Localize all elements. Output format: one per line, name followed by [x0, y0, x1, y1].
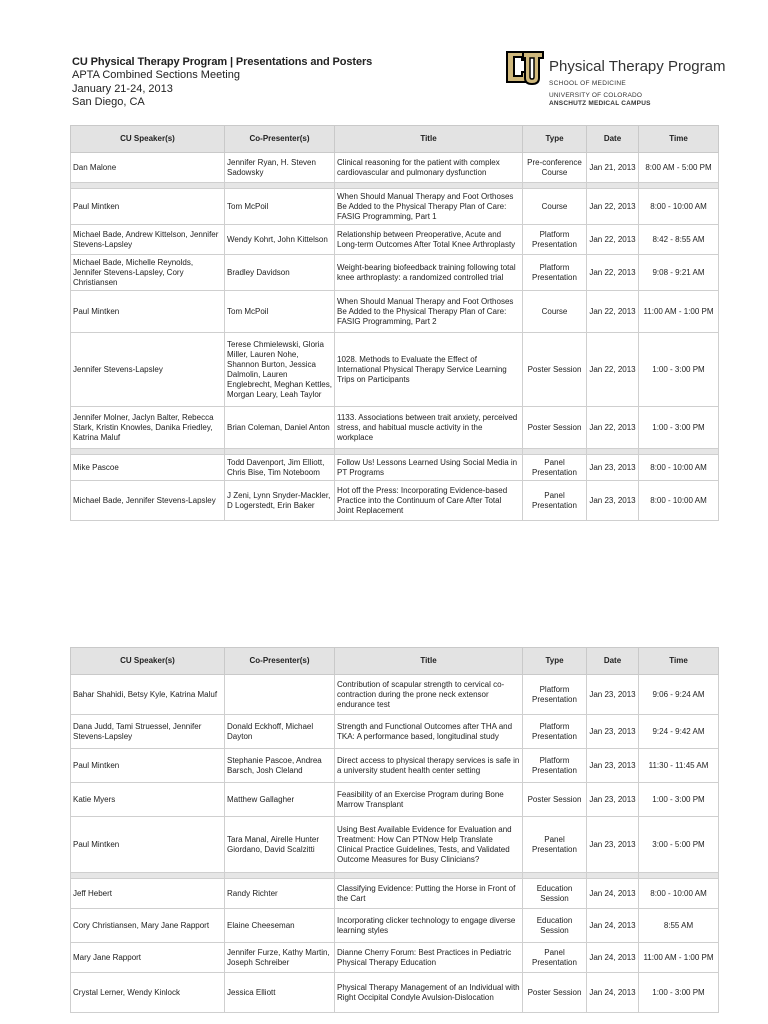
date-cell: Jan 23, 2013 [587, 749, 639, 783]
title-cell: 1028. Methods to Evaluate the Effect of International Physical Therapy Service Learning Trips on Participants [335, 333, 523, 407]
table-row [71, 715, 719, 749]
copresenter-cell: Tara Manal, Airelle Hunter Giordano, David Scalzitti [225, 817, 335, 873]
title-cell: Relationship between Preoperative, Acute and Long-term Outcomes After Total Knee Arthroplasty [335, 225, 523, 255]
table-row [71, 817, 719, 873]
table-row [71, 879, 719, 909]
title-cell: Physical Therapy Management of an Individual with Right Occipital Condyle Avulsion-Dislocation [335, 973, 523, 1013]
title-cell: Direct access to physical therapy services is safe in a university student health center setting [335, 749, 523, 783]
title-cell: Contribution of scapular strength to cervical co-contraction during the prone neck extensor endurance test [335, 675, 523, 715]
type-cell: Platform Presentation [523, 715, 587, 749]
date-cell: Jan 24, 2013 [587, 879, 639, 909]
copresenter-cell: Donald Eckhoff, Michael Dayton [225, 715, 335, 749]
date-cell: Jan 21, 2013 [587, 153, 639, 183]
table-row [71, 333, 719, 407]
title-cell: 1133. Associations between trait anxiety, perceived stress, and habitual muscle activity in the workplace [335, 407, 523, 449]
logo-campus: ANSCHUTZ MEDICAL CAMPUS [549, 100, 651, 107]
type-cell: Platform Presentation [523, 749, 587, 783]
table-row [71, 255, 719, 291]
speaker-cell: Paul Mintken [71, 817, 225, 873]
copresenter-cell: Tom McPoil [225, 291, 335, 333]
type-cell: Platform Presentation [523, 225, 587, 255]
col-header-title: Title [335, 648, 523, 675]
meeting-location: San Diego, CA [72, 96, 145, 108]
col-header-type: Type [523, 648, 587, 675]
time-cell: 9:06 - 9:24 AM [639, 675, 719, 715]
type-cell: Panel Presentation [523, 817, 587, 873]
copresenter-cell: Jennifer Furze, Kathy Martin, Joseph Schreiber [225, 943, 335, 973]
meeting-dates: January 21-24, 2013 [72, 82, 173, 95]
type-cell: Poster Session [523, 783, 587, 817]
schedule-body-1 [71, 153, 719, 521]
schedule-table-2 [70, 647, 719, 1013]
date-cell: Jan 23, 2013 [587, 817, 639, 873]
type-cell: Course [523, 291, 587, 333]
type-cell: Poster Session [523, 973, 587, 1013]
date-cell: Jan 23, 2013 [587, 481, 639, 521]
table-header-row [71, 648, 719, 675]
title-cell: Feasibility of an Exercise Program during Bone Marrow Transplant [335, 783, 523, 817]
speaker-cell: Jennifer Stevens-Lapsley [71, 333, 225, 407]
type-cell: Panel Presentation [523, 455, 587, 481]
copresenter-cell: Jessica Elliott [225, 973, 335, 1013]
time-cell: 11:00 AM - 1:00 PM [639, 943, 719, 973]
document-header [72, 55, 372, 110]
type-cell: Education Session [523, 909, 587, 943]
table-row [71, 455, 719, 481]
speaker-cell: Mike Pascoe [71, 455, 225, 481]
date-cell: Jan 22, 2013 [587, 333, 639, 407]
type-cell: Education Session [523, 879, 587, 909]
type-cell: Platform Presentation [523, 255, 587, 291]
speaker-cell: Paul Mintken [71, 291, 225, 333]
table-row [71, 909, 719, 943]
speaker-cell: Michael Bade, Andrew Kittelson, Jennifer Stevens-Lapsley [71, 225, 225, 255]
time-cell: 11:00 AM - 1:00 PM [639, 291, 719, 333]
page-cutoff [0, 1017, 768, 1024]
copresenter-cell: Tom McPoil [225, 189, 335, 225]
time-cell: 1:00 - 3:00 PM [639, 333, 719, 407]
date-cell: Jan 23, 2013 [587, 715, 639, 749]
col-header-time: Time [639, 126, 719, 153]
copresenter-cell: Brian Coleman, Daniel Anton [225, 407, 335, 449]
time-cell: 3:00 - 5:00 PM [639, 817, 719, 873]
speaker-cell: Cory Christiansen, Mary Jane Rapport [71, 909, 225, 943]
date-cell: Jan 24, 2013 [587, 909, 639, 943]
type-cell: Poster Session [523, 333, 587, 407]
time-cell: 8:00 AM - 5:00 PM [639, 153, 719, 183]
copresenter-cell: Stephanie Pascoe, Andrea Barsch, Josh Cleland [225, 749, 335, 783]
date-cell: Jan 23, 2013 [587, 675, 639, 715]
copresenter-cell: Wendy Kohrt, John Kittelson [225, 225, 335, 255]
date-cell: Jan 24, 2013 [587, 943, 639, 973]
table-row [71, 481, 719, 521]
speaker-cell: Crystal Lerner, Wendy Kinlock [71, 973, 225, 1013]
type-cell: Poster Session [523, 407, 587, 449]
time-cell: 1:00 - 3:00 PM [639, 407, 719, 449]
table-row [71, 749, 719, 783]
logo-program: Physical Therapy Program [549, 58, 726, 75]
time-cell: 8:00 - 10:00 AM [639, 455, 719, 481]
time-cell: 8:42 - 8:55 AM [639, 225, 719, 255]
table-row [71, 943, 719, 973]
col-header-date: Date [587, 126, 639, 153]
type-cell: Panel Presentation [523, 481, 587, 521]
schedule-body-2 [71, 675, 719, 1013]
cu-mark-icon [505, 50, 545, 86]
date-cell: Jan 22, 2013 [587, 189, 639, 225]
table-row [71, 291, 719, 333]
time-cell: 8:00 - 10:00 AM [639, 189, 719, 225]
table-row [71, 225, 719, 255]
date-cell: Jan 23, 2013 [587, 455, 639, 481]
title-cell: When Should Manual Therapy and Foot Orthoses Be Added to the Physical Therapy Plan of Care: FASIG Programming, Part 2 [335, 291, 523, 333]
col-header-type: Type [523, 126, 587, 153]
speaker-cell: Bahar Shahidi, Betsy Kyle, Katrina Maluf [71, 675, 225, 715]
table-row [71, 973, 719, 1013]
title-cell: Weight-bearing biofeedback training following total knee arthroplasty: a randomized controlled trial [335, 255, 523, 291]
document-title: CU Physical Therapy Program | Presentations and Posters [72, 56, 373, 68]
title-cell: When Should Manual Therapy and Foot Orthoses Be Added to the Physical Therapy Plan of Care: FASIG Programming, Part 1 [335, 189, 523, 225]
table-header-row [71, 126, 719, 153]
speaker-cell: Dana Judd, Tami Struessel, Jennifer Stevens-Lapsley [71, 715, 225, 749]
logo-school: SCHOOL OF MEDICINE [549, 80, 627, 87]
col-header-copresenter: Co-Presenter(s) [225, 126, 335, 153]
speaker-cell: Mary Jane Rapport [71, 943, 225, 973]
type-cell: Platform Presentation [523, 675, 587, 715]
time-cell: 8:00 - 10:00 AM [639, 879, 719, 909]
meeting-name: APTA Combined Sections Meeting [72, 69, 240, 81]
speaker-cell: Paul Mintken [71, 749, 225, 783]
table-row [71, 675, 719, 715]
col-header-speaker: CU Speaker(s) [71, 126, 225, 153]
copresenter-cell [225, 675, 335, 715]
date-cell: Jan 22, 2013 [587, 407, 639, 449]
table-row [71, 153, 719, 183]
speaker-cell: Katie Myers [71, 783, 225, 817]
schedule-table-1 [70, 125, 719, 521]
time-cell: 11:30 - 11:45 AM [639, 749, 719, 783]
title-cell: Follow Us! Lessons Learned Using Social Media in PT Programs [335, 455, 523, 481]
copresenter-cell: Terese Chmielewski, Gloria Miller, Lauren Nohe, Shannon Burton, Jessica Dalmolin, Lauren Englebrecht, Meghan Kettles, Morgan Leary, Leah Taylor [225, 333, 335, 407]
col-header-speaker: CU Speaker(s) [71, 648, 225, 675]
title-cell: Incorporating clicker technology to engage diverse learning styles [335, 909, 523, 943]
col-header-date: Date [587, 648, 639, 675]
date-cell: Jan 22, 2013 [587, 255, 639, 291]
copresenter-cell: Bradley Davidson [225, 255, 335, 291]
copresenter-cell: Randy Richter [225, 879, 335, 909]
table-row [71, 189, 719, 225]
time-cell: 1:00 - 3:00 PM [639, 973, 719, 1013]
col-header-title: Title [335, 126, 523, 153]
speaker-cell: Michael Bade, Jennifer Stevens-Lapsley [71, 481, 225, 521]
time-cell: 9:08 - 9:21 AM [639, 255, 719, 291]
type-cell: Course [523, 189, 587, 225]
title-cell: Strength and Functional Outcomes after THA and TKA: A performance based, longitudinal study [335, 715, 523, 749]
logo-university: UNIVERSITY OF COLORADO [549, 92, 643, 99]
title-cell: Hot off the Press: Incorporating Evidence-based Practice into the Continuum of Care After Total Joint Replacement [335, 481, 523, 521]
cu-logo [505, 50, 725, 110]
table-row [71, 783, 719, 817]
time-cell: 1:00 - 3:00 PM [639, 783, 719, 817]
copresenter-cell: Matthew Gallagher [225, 783, 335, 817]
type-cell: Pre-conference Course [523, 153, 587, 183]
copresenter-cell: Todd Davenport, Jim Elliott, Chris Bise, Tim Noteboom [225, 455, 335, 481]
copresenter-cell: Elaine Cheeseman [225, 909, 335, 943]
date-cell: Jan 22, 2013 [587, 291, 639, 333]
type-cell: Panel Presentation [523, 943, 587, 973]
title-cell: Classifying Evidence: Putting the Horse in Front of the Cart [335, 879, 523, 909]
speaker-cell: Michael Bade, Michelle Reynolds, Jennifer Stevens-Lapsley, Cory Christiansen [71, 255, 225, 291]
copresenter-cell: J Zeni, Lynn Snyder-Mackler, D Logerstedt, Erin Baker [225, 481, 335, 521]
date-cell: Jan 23, 2013 [587, 783, 639, 817]
table-row [71, 407, 719, 449]
title-cell: Clinical reasoning for the patient with complex cardiovascular and pulmonary dysfunction [335, 153, 523, 183]
date-cell: Jan 24, 2013 [587, 973, 639, 1013]
col-header-copresenter: Co-Presenter(s) [225, 648, 335, 675]
speaker-cell: Jennifer Molner, Jaclyn Balter, Rebecca Stark, Kristin Knowles, Danika Friedley, Katrina Maluf [71, 407, 225, 449]
speaker-cell: Jeff Hebert [71, 879, 225, 909]
col-header-time: Time [639, 648, 719, 675]
time-cell: 9:24 - 9:42 AM [639, 715, 719, 749]
title-cell: Dianne Cherry Forum: Best Practices in Pediatric Physical Therapy Education [335, 943, 523, 973]
speaker-cell: Dan Malone [71, 153, 225, 183]
copresenter-cell: Jennifer Ryan, H. Steven Sadowsky [225, 153, 335, 183]
date-cell: Jan 22, 2013 [587, 225, 639, 255]
time-cell: 8:00 - 10:00 AM [639, 481, 719, 521]
time-cell: 8:55 AM [639, 909, 719, 943]
title-cell: Using Best Available Evidence for Evaluation and Treatment: How Can PTNow Help Translate Clinical Practice Guidelines, Tests, and Validated Outcome Measures for Busy Clinicians? [335, 817, 523, 873]
speaker-cell: Paul Mintken [71, 189, 225, 225]
